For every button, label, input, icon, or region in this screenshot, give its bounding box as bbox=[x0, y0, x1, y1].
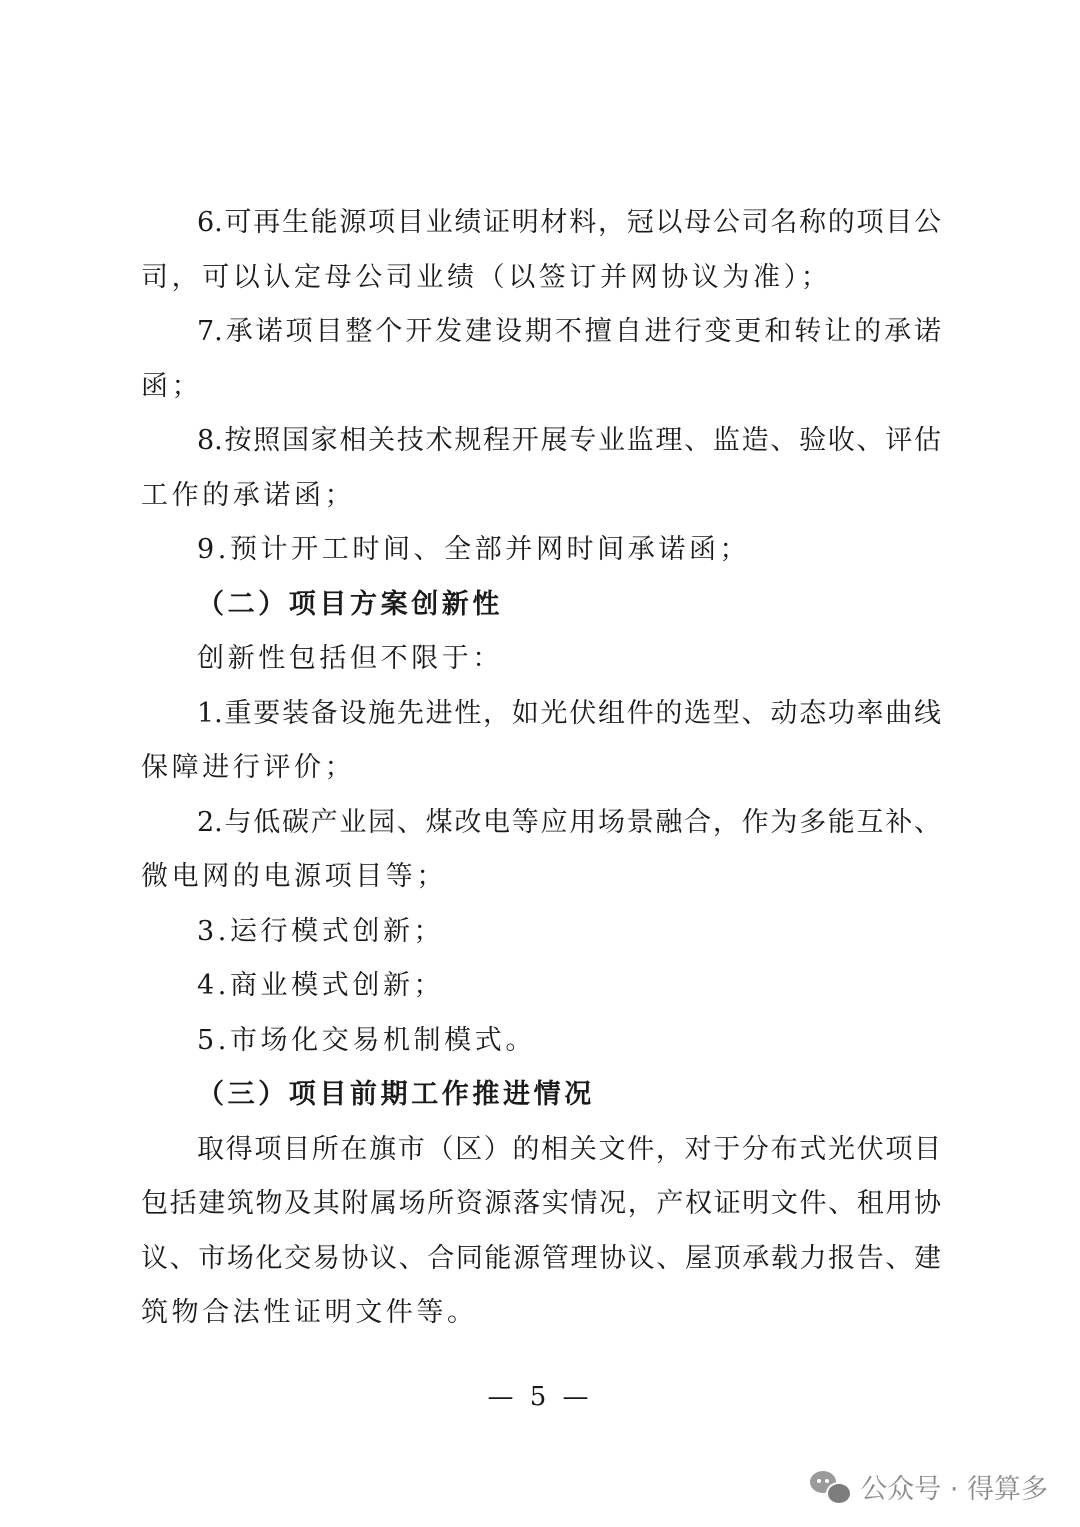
paragraph-line: 4.商业模式创新； bbox=[197, 970, 445, 1001]
document-body bbox=[141, 196, 941, 1341]
paragraph-line: 取得项目所在旗市（区）的相关文件，对于分布式光伏项目 bbox=[197, 1133, 941, 1165]
paragraph-line: 6.可再生能源项目业绩证明材料，冠以母公司名称的项目公 bbox=[197, 207, 941, 238]
paragraph-line: 3.运行模式创新； bbox=[197, 915, 445, 947]
paragraph-line: 议、市场化交易协议、合同能源管理协议、屋顶承载力报告、建 bbox=[141, 1242, 941, 1274]
watermark-text: 公众号 · 得算多 bbox=[860, 1473, 1048, 1505]
paragraph-line: 筑物合法性证明文件等。 bbox=[141, 1297, 478, 1328]
section-heading: （三）项目前期工作推进情况 bbox=[197, 1079, 595, 1110]
paragraph-line: 1.重要装备设施先进性，如光伏组件的选型、动态功率曲线 bbox=[197, 697, 941, 729]
section-heading: （二）项目方案创新性 bbox=[197, 588, 503, 620]
wechat-icon bbox=[810, 1469, 850, 1503]
paragraph-line: 9.预计开工时间、全部并网时间承诺函； bbox=[197, 534, 751, 565]
paragraph-line: 7.承诺项目整个开发建设期不擅自进行变更和转让的承诺 bbox=[197, 316, 941, 347]
paragraph-line: 保障进行评价； bbox=[141, 752, 356, 783]
paragraph-line: 包括建筑物及其附属场所资源落实情况，产权证明文件、租用协 bbox=[141, 1188, 941, 1219]
paragraph-line: 8.按照国家相关技术规程开展专业监理、监造、验收、评估 bbox=[197, 425, 941, 456]
paragraph-line: 微电网的电源项目等； bbox=[141, 861, 447, 892]
paragraph-line: 工作的承诺函； bbox=[141, 479, 356, 511]
paragraph-line: 函； bbox=[141, 370, 203, 402]
paragraph-line: 2.与低碳产业园、煤改电等应用场景融合，作为多能互补、 bbox=[197, 806, 941, 838]
paragraph-line: 5.市场化交易机制模式。 bbox=[197, 1024, 536, 1056]
paragraph-line: 司，可以认定母公司业绩（以签订并网协议为准）； bbox=[141, 261, 832, 293]
paragraph-line: 创新性包括但不限于： bbox=[197, 643, 503, 674]
watermark bbox=[810, 1466, 1048, 1506]
page-number: — 5 — bbox=[487, 1382, 593, 1412]
